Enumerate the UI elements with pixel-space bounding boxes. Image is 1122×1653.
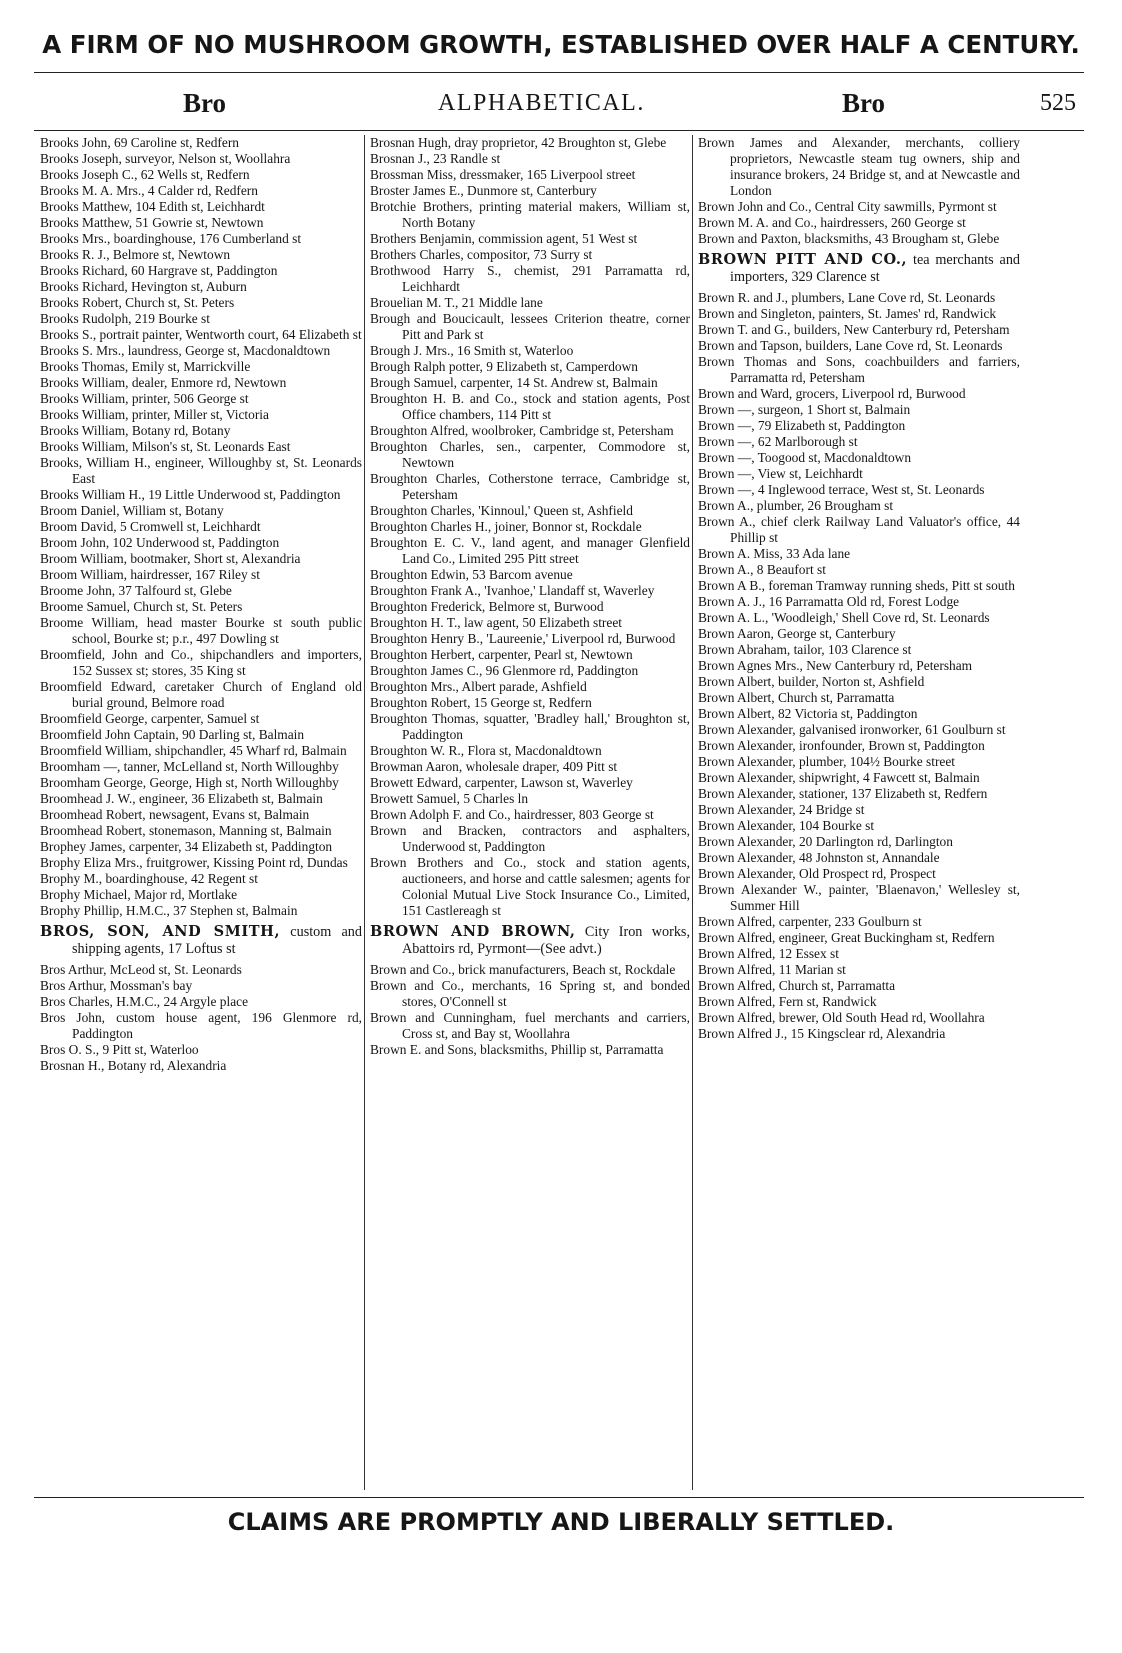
- directory-entry: Brooks William, Botany rd, Botany: [40, 423, 231, 438]
- directory-entry: Brown Alexander, 104 Bourke st: [698, 818, 875, 833]
- directory-entry: Brophy Eliza Mrs., fruitgrower, Kissing Point rd, Dundas: [40, 855, 348, 870]
- directory-entry: Brown T. and G., builders, New Canterbury rd, Petersham: [698, 322, 1010, 337]
- directory-entry: Broomfield, John and Co., shipchandlers and importers, 152 Sussex st; stores, 35 King st: [40, 647, 362, 678]
- directory-entry: Broughton Mrs., Albert parade, Ashfield: [370, 679, 587, 694]
- directory-entry: Brophy Michael, Major rd, Mortlake: [40, 887, 238, 902]
- directory-entry: Brothwood Harry S., chemist, 291 Parramatta rd, Leichhardt: [370, 263, 690, 294]
- directory-entry: Brown and Co., merchants, 16 Spring st, and bonded stores, O'Connell st: [370, 978, 690, 1009]
- directory-entry: Brown —, surgeon, 1 Short st, Balmain: [698, 402, 911, 417]
- directory-entry: Brooks S. Mrs., laundress, George st, Macdonaldtown: [40, 343, 331, 358]
- directory-entry: Brown A. Miss, 33 Ada lane: [698, 546, 851, 561]
- directory-entry: Brothers Charles, compositor, 73 Surry st: [370, 247, 593, 262]
- directory-column-3: [698, 135, 1020, 1495]
- directory-entry: Brown A. J., 16 Parramatta Old rd, Forest Lodge: [698, 594, 960, 609]
- directory-entry: Bros John, custom house agent, 196 Glenmore rd, Paddington: [40, 1010, 362, 1041]
- directory-entry: Broughton Robert, 15 George st, Redfern: [370, 695, 592, 710]
- directory-entry: Brown and Cunningham, fuel merchants and carriers, Cross st, and Bay st, Woollahra: [370, 1010, 690, 1041]
- directory-entry: [698, 251, 1020, 286]
- header-right-guide-word: Bro: [842, 88, 886, 118]
- directory-entry: Broome Samuel, Church st, St. Peters: [40, 599, 243, 614]
- directory-entry: Broughton Thomas, squatter, 'Bradley hall,' Broughton st, Paddington: [370, 711, 690, 742]
- directory-entry: Brotchie Brothers, printing material makers, William st, North Botany: [370, 199, 690, 230]
- directory-entry: Broomfield George, carpenter, Samuel st: [40, 711, 260, 726]
- directory-entry: Brown Alexander, galvanised ironworker, 61 Goulburn st: [698, 722, 1006, 737]
- directory-entry: Broughton Charles, sen., carpenter, Commodore st, Newtown: [370, 439, 690, 470]
- directory-entry: Brosnan J., 23 Randle st: [370, 151, 501, 166]
- directory-entry: Broomhead J. W., engineer, 36 Elizabeth st, Balmain: [40, 791, 323, 806]
- directory-entry: Brown Alexander, Old Prospect rd, Prospect: [698, 866, 936, 881]
- directory-entry: Brown A., 8 Beaufort st: [698, 562, 826, 577]
- directory-entry: Brown Alexander W., painter, 'Blaenavon,' Wellesley st, Summer Hill: [698, 882, 1020, 913]
- directory-entry: Brown John and Co., Central City sawmills, Pyrmont st: [698, 199, 997, 214]
- directory-entry: Brosnan H., Botany rd, Alexandria: [40, 1058, 227, 1073]
- directory-entry: Brooks Robert, Church st, St. Peters: [40, 295, 235, 310]
- directory-entry: Brown Albert, Church st, Parramatta: [698, 690, 895, 705]
- directory-entry: Brown and Ward, grocers, Liverpool rd, Burwood: [698, 386, 966, 401]
- directory-entry: Brown Brothers and Co., stock and station agents, auctioneers, and horse and cattle salesmen; agents for Colonial Mutual Live Stock Insurance Co., Limited, 151 Castlereagh st: [370, 855, 690, 918]
- page-number: 525: [1040, 90, 1076, 116]
- directory-entry: Brown —, 79 Elizabeth st, Paddington: [698, 418, 906, 433]
- directory-entry: Brown M. A. and Co., hairdressers, 260 George st: [698, 215, 966, 230]
- directory-entry: Broughton Frank A., 'Ivanhoe,' Llandaff st, Waverley: [370, 583, 655, 598]
- directory-entry: Brown Albert, builder, Norton st, Ashfield: [698, 674, 925, 689]
- directory-entry: Broome William, head master Bourke st south public school, Bourke st; p.r., 497 Dowling st: [40, 615, 362, 646]
- directory-entry: [370, 923, 690, 958]
- directory-entry: Brooks John, 69 Caroline st, Redfern: [40, 135, 239, 150]
- directory-entry: Brooks Matthew, 51 Gowrie st, Newtown: [40, 215, 264, 230]
- directory-entry: Brooks Richard, Hevington st, Auburn: [40, 279, 247, 294]
- directory-entry: Broomhead Robert, newsagent, Evans st, Balmain: [40, 807, 310, 822]
- directory-entry: Browett Edward, carpenter, Lawson st, Waverley: [370, 775, 633, 790]
- directory-entry: Brooks Joseph, surveyor, Nelson st, Woollahra: [40, 151, 291, 166]
- directory-entry: Brophy Phillip, H.M.C., 37 Stephen st, Balmain: [40, 903, 298, 918]
- directory-entry: Broughton Edwin, 53 Barcom avenue: [370, 567, 573, 582]
- directory-entry: Brooks, William H., engineer, Willoughby st, St. Leonards East: [40, 455, 362, 486]
- directory-entry: Brown Abraham, tailor, 103 Clarence st: [698, 642, 912, 657]
- directory-entry: Brown Alexander, 48 Johnston st, Annandale: [698, 850, 940, 865]
- directory-entry: Brown Alfred, engineer, Great Buckingham st, Redfern: [698, 930, 995, 945]
- directory-entry: Brown A., chief clerk Railway Land Valuator's office, 44 Phillip st: [698, 514, 1020, 545]
- directory-entry: Brooks Richard, 60 Hargrave st, Paddington: [40, 263, 278, 278]
- top-banner: A FIRM OF NO MUSHROOM GROWTH, ESTABLISHED OVER HALF A CENTURY.: [42, 30, 1080, 59]
- directory-entry: Brown Adolph F. and Co., hairdresser, 803 George st: [370, 807, 654, 822]
- directory-entry: Brooks M. A. Mrs., 4 Calder rd, Redfern: [40, 183, 258, 198]
- directory-entry: Brouelian M. T., 21 Middle lane: [370, 295, 543, 310]
- directory-entry: Brown Alexander, ironfounder, Brown st, Paddington: [698, 738, 985, 753]
- directory-entry: Brown James and Alexander, merchants, colliery proprietors, Newcastle steam tug owners, ship and insurance brokers, 24 Bridge st, and at Newcastle and London: [698, 135, 1020, 198]
- directory-entry: Broom John, 102 Underwood st, Paddington: [40, 535, 280, 550]
- directory-entry: Broomfield Edward, caretaker Church of England old burial ground, Belmore road: [40, 679, 362, 710]
- header-rule: [34, 130, 1084, 131]
- directory-entry: Broster James E., Dunmore st, Canterbury: [370, 183, 597, 198]
- directory-entry: Brown and Tapson, builders, Lane Cove rd, St. Leonards: [698, 338, 1003, 353]
- directory-entry: Brooks Thomas, Emily st, Marrickville: [40, 359, 251, 374]
- header-left-guide-word: Bro: [183, 88, 227, 118]
- directory-entry: Broom William, hairdresser, 167 Riley st: [40, 567, 260, 582]
- directory-entry: Brown A., plumber, 26 Brougham st: [698, 498, 894, 513]
- directory-entry: Brown Alexander, plumber, 104½ Bourke street: [698, 754, 956, 769]
- directory-entry: Brown and Co., brick manufacturers, Beach st, Rockdale: [370, 962, 676, 977]
- directory-entry: Brooks William H., 19 Little Underwood st, Paddington: [40, 487, 341, 502]
- directory-entry: Brothers Benjamin, commission agent, 51 West st: [370, 231, 638, 246]
- directory-entry: Brown R. and J., plumbers, Lane Cove rd, St. Leonards: [698, 290, 996, 305]
- directory-entry: Brown Alfred, brewer, Old South Head rd, Woollahra: [698, 1010, 985, 1025]
- directory-entry: Broughton Frederick, Belmore st, Burwood: [370, 599, 604, 614]
- directory-entry: Broughton Charles, Cotherstone terrace, Cambridge st, Petersham: [370, 471, 690, 502]
- directory-entry: Brown Thomas and Sons, coachbuilders and farriers, Parramatta rd, Petersham: [698, 354, 1020, 385]
- directory-entry: Brown —, View st, Leichhardt: [698, 466, 863, 481]
- directory-entry: Brown —, 62 Marlborough st: [698, 434, 858, 449]
- directory-entry: Brown Alfred, 11 Marian st: [698, 962, 846, 977]
- directory-entry: Brooks Rudolph, 219 Bourke st: [40, 311, 210, 326]
- directory-entry: Bros Charles, H.M.C., 24 Argyle place: [40, 994, 249, 1009]
- directory-entry: Brough Samuel, carpenter, 14 St. Andrew st, Balmain: [370, 375, 658, 390]
- directory-entry: Brossman Miss, dressmaker, 165 Liverpool street: [370, 167, 636, 182]
- directory-entry: Brown Alexander, 20 Darlington rd, Darlington: [698, 834, 953, 849]
- directory-entry: Brooks William, printer, 506 George st: [40, 391, 249, 406]
- directory-entry: Brown A. L., 'Woodleigh,' Shell Cove rd, St. Leonards: [698, 610, 990, 625]
- directory-entry: [40, 923, 362, 958]
- directory-entry: Brooks Joseph C., 62 Wells st, Redfern: [40, 167, 250, 182]
- top-rule: [34, 72, 1084, 73]
- directory-entry: Brophy M., boardinghouse, 42 Regent st: [40, 871, 258, 886]
- directory-entry: Broughton H. B. and Co., stock and station agents, Post Office chambers, 114 Pitt st: [370, 391, 690, 422]
- entry-firm-name: BROS, SON, AND SMITH,: [40, 923, 281, 940]
- directory-entry: Browett Samuel, 5 Charles ln: [370, 791, 529, 806]
- directory-entry: Brooks William, Milson's st, St. Leonards East: [40, 439, 291, 454]
- entry-firm-name: BROWN PITT AND CO.,: [698, 251, 908, 268]
- header-title: ALPHABETICAL.: [438, 90, 645, 116]
- directory-entry: Brough and Boucicault, lessees Criterion theatre, corner Pitt and Park st: [370, 311, 690, 342]
- directory-entry: Broome John, 37 Talfourd st, Glebe: [40, 583, 232, 598]
- bottom-banner: CLAIMS ARE PROMPTLY AND LIBERALLY SETTLED.: [227, 1508, 895, 1536]
- directory-entry: Broughton W. R., Flora st, Macdonaldtown: [370, 743, 602, 758]
- directory-entry: Brough J. Mrs., 16 Smith st, Waterloo: [370, 343, 574, 358]
- directory-entry: Brooks S., portrait painter, Wentworth court, 64 Elizabeth st: [40, 327, 362, 342]
- directory-entry: Broomfield William, shipchandler, 45 Wharf rd, Balmain: [40, 743, 347, 758]
- directory-entry: Broom Daniel, William st, Botany: [40, 503, 224, 518]
- entry-details: custom and shipping agents, 17 Loftus st: [72, 924, 362, 957]
- directory-entry: Brown Albert, 82 Victoria st, Paddington: [698, 706, 918, 721]
- directory-entry: Broughton Alfred, woolbroker, Cambridge st, Petersham: [370, 423, 674, 438]
- directory-entry: Broomham —, tanner, McLelland st, North Willoughby: [40, 759, 339, 774]
- directory-entry: Brosnan Hugh, dray proprietor, 42 Broughton st, Glebe: [370, 135, 667, 150]
- directory-entry: Brooks William, dealer, Enmore rd, Newtown: [40, 375, 287, 390]
- directory-entry: Broughton James C., 96 Glenmore rd, Paddington: [370, 663, 639, 678]
- directory-entry: Brown Alexander, stationer, 137 Elizabeth st, Redfern: [698, 786, 988, 801]
- directory-entry: Broom David, 5 Cromwell st, Leichhardt: [40, 519, 261, 534]
- directory-entry: Bros Arthur, Mossman's bay: [40, 978, 193, 993]
- directory-entry: Brown and Bracken, contractors and asphalters, Underwood st, Paddington: [370, 823, 690, 854]
- directory-entry: Brown Alfred, carpenter, 233 Goulburn st: [698, 914, 922, 929]
- column-divider: [364, 135, 365, 1490]
- directory-entry: Brown Alexander, 24 Bridge st: [698, 802, 865, 817]
- directory-entry: Brooks Mrs., boardinghouse, 176 Cumberland st: [40, 231, 302, 246]
- directory-entry: Brophey James, carpenter, 34 Elizabeth st, Paddington: [40, 839, 333, 854]
- directory-entry: Broomfield John Captain, 90 Darling st, Balmain: [40, 727, 305, 742]
- directory-entry: Brown Alexander, shipwright, 4 Fawcett st, Balmain: [698, 770, 980, 785]
- directory-entry: Brown Alfred J., 15 Kingsclear rd, Alexandria: [698, 1026, 946, 1041]
- directory-entry: Broughton Charles H., joiner, Bonnor st, Rockdale: [370, 519, 642, 534]
- directory-entry: Brown A B., foreman Tramway running sheds, Pitt st south: [698, 578, 1015, 593]
- directory-entry: Brown Alfred, Church st, Parramatta: [698, 978, 896, 993]
- directory-entry: Brown Alfred, Fern st, Randwick: [698, 994, 877, 1009]
- directory-entry: Brough Ralph potter, 9 Elizabeth st, Camperdown: [370, 359, 638, 374]
- directory-entry: Browman Aaron, wholesale draper, 409 Pitt st: [370, 759, 618, 774]
- entry-firm-name: BROWN AND BROWN,: [370, 923, 576, 940]
- directory-entry: Brown —, 4 Inglewood terrace, West st, St. Leonards: [698, 482, 985, 497]
- directory-entry: Brown Agnes Mrs., New Canterbury rd, Petersham: [698, 658, 973, 673]
- directory-entry: Brown Alfred, 12 Essex st: [698, 946, 839, 961]
- directory-entry: Brooks William, printer, Miller st, Victoria: [40, 407, 269, 422]
- entry-details: tea merchants and importers, 329 Clarence st: [730, 252, 1021, 285]
- directory-entry: Broughton Herbert, carpenter, Pearl st, Newtown: [370, 647, 633, 662]
- directory-entry: Brown Aaron, George st, Canterbury: [698, 626, 896, 641]
- directory-entry: Broomham George, George, High st, North Willoughby: [40, 775, 339, 790]
- directory-entry: Brown —, Toogood st, Macdonaldtown: [698, 450, 912, 465]
- directory-column-1: [40, 135, 362, 1495]
- page-header: [40, 88, 1084, 124]
- bottom-rule: [34, 1497, 1084, 1498]
- directory-entry: Brown and Paxton, blacksmiths, 43 Brougham st, Glebe: [698, 231, 1000, 246]
- directory-entry: Broughton E. C. V., land agent, and manager Glenfield Land Co., Limited 295 Pitt street: [370, 535, 690, 566]
- directory-entry: Broughton H. T., law agent, 50 Elizabeth street: [370, 615, 623, 630]
- directory-entry: Broom William, bootmaker, Short st, Alexandria: [40, 551, 301, 566]
- directory-entry: Brooks Matthew, 104 Edith st, Leichhardt: [40, 199, 265, 214]
- directory-column-2: [370, 135, 690, 1495]
- entry-details: City Iron works, Abattoirs rd, Pyrmont—(See advt.): [402, 924, 690, 957]
- directory-entry: Broughton Henry B., 'Laureenie,' Liverpool rd, Burwood: [370, 631, 676, 646]
- directory-entry: Brooks R. J., Belmore st, Newtown: [40, 247, 231, 262]
- directory-entry: Broomhead Robert, stonemason, Manning st, Balmain: [40, 823, 332, 838]
- directory-entry: Broughton Charles, 'Kinnoul,' Queen st, Ashfield: [370, 503, 633, 518]
- directory-entry: Bros Arthur, McLeod st, St. Leonards: [40, 962, 242, 977]
- column-divider: [692, 135, 693, 1490]
- directory-entry: Brown E. and Sons, blacksmiths, Phillip st, Parramatta: [370, 1042, 664, 1057]
- directory-entry: Brown and Singleton, painters, St. James' rd, Randwick: [698, 306, 997, 321]
- directory-entry: Bros O. S., 9 Pitt st, Waterloo: [40, 1042, 199, 1057]
